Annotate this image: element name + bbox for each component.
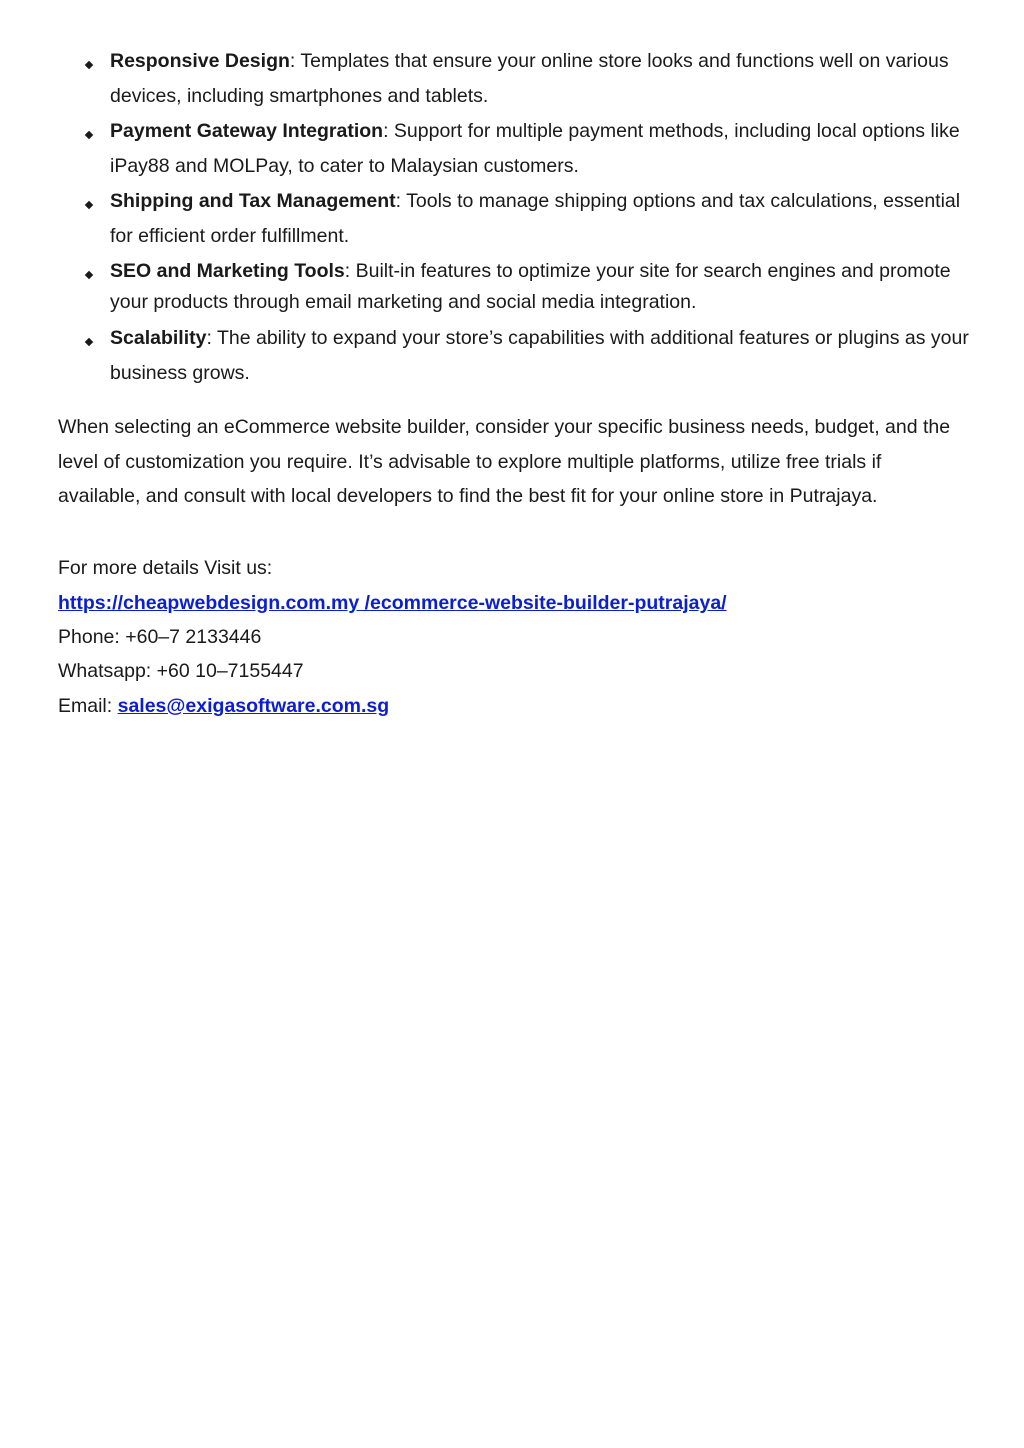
website-link-line: [58, 586, 968, 621]
feature-list: [0, 44, 1024, 391]
feature-term: Shipping and Tax Management: [110, 190, 396, 212]
feature-term: SEO and Marketing Tools: [110, 260, 345, 282]
list-item: [0, 44, 970, 113]
body-paragraph: When selecting an eCommerce website builder, consider your specific business needs, budget, and the level of customization you require. It’s advisable to explore multiple platforms, utilize free trials if available, and consult with local developers to find the best fit for your online store in Putrajaya.: [58, 416, 951, 507]
feature-description: : Built-in features to optimize your site for search engines and promote your products through email marketing and social media integration.: [110, 260, 951, 313]
phone-line: Phone: +60–7 2133446: [58, 626, 262, 648]
website-link[interactable]: https://cheapwebdesign.com.my /ecommerce-website-builder-putrajaya/: [58, 592, 727, 614]
feature-description: : Support for multiple payment methods, including local options like iPay88 and MOLPay, to cater to Malaysian customers.: [110, 120, 960, 177]
diamond-bullet-icon: [85, 271, 93, 279]
list-item: [0, 114, 970, 183]
feature-term: Scalability: [110, 327, 207, 349]
feature-description: : Tools to manage shipping options and tax calculations, essential for efficient order fulfillment.: [110, 190, 961, 247]
diamond-bullet-icon: [85, 61, 93, 69]
feature-description: : Templates that ensure your online store looks and functions well on various devices, including smartphones and tablets.: [110, 50, 949, 107]
feature-term: Payment Gateway Integration: [110, 120, 384, 142]
diamond-bullet-icon: [85, 338, 93, 346]
email-line: [58, 689, 968, 724]
feature-description: : The ability to expand your store’s capabilities with additional features or plugins as your business grows.: [110, 327, 969, 384]
feature-term: Responsive Design: [110, 50, 290, 72]
email-link[interactable]: sales@exigasoftware.com.sg: [117, 695, 390, 717]
list-item: [0, 184, 970, 253]
whatsapp-line: Whatsapp: +60 10–7155447: [58, 660, 304, 682]
list-item: [0, 254, 970, 320]
visit-label: For more details Visit us:: [58, 557, 273, 579]
diamond-bullet-icon: [85, 131, 93, 139]
list-item: [0, 321, 970, 390]
email-label: Email:: [58, 695, 118, 717]
diamond-bullet-icon: [85, 201, 93, 209]
